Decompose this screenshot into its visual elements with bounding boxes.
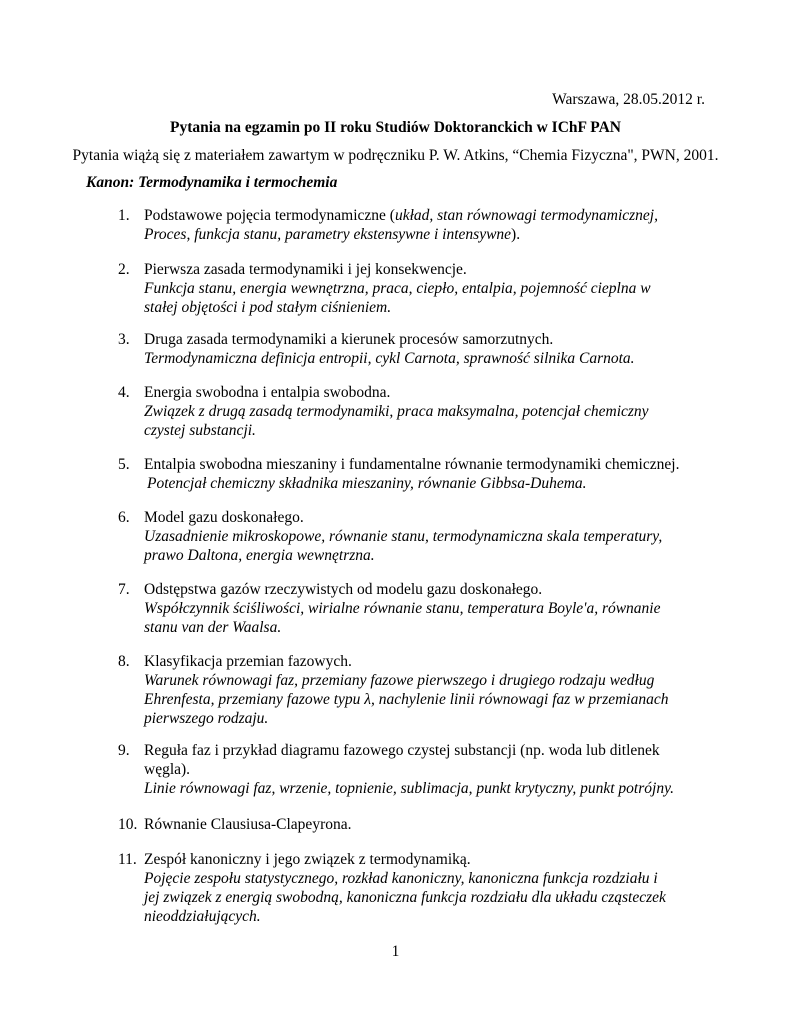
document-title: Pytania na egzamin po II roku Studiów Doktoranckich w IChF PAN xyxy=(170,119,621,136)
item-title-italic: układ, stan równowagi termodynamicznej, Proces, funkcja stanu, parametry ekstensywne i intensywne xyxy=(144,207,658,243)
list-item xyxy=(118,741,698,798)
page-number: 1 xyxy=(391,943,400,960)
item-detail: Warunek równowagi faz, przemiany fazowe pierwszego i drugiego rodzaju według Ehrenfesta, przemiany fazowe typu λ, nachylenie linii równowagi faz w przemianach pierwszego rodzaju. xyxy=(144,672,669,727)
item-number: 5. xyxy=(118,456,130,473)
item-number: 2. xyxy=(118,261,130,278)
item-title-text: Podstawowe pojęcia termodynamiczne ( xyxy=(144,207,395,224)
item-number: 1. xyxy=(118,207,130,224)
item-title: Odstępstwa gazów rzeczywistych od modelu gazu doskonałego. xyxy=(144,581,543,598)
item-number: 9. xyxy=(118,742,130,759)
list-item xyxy=(118,508,698,565)
item-title: Klasyfikacja przemian fazowych. xyxy=(144,653,352,670)
item-title: Pierwsza zasada termodynamiki i jej konsekwencje. xyxy=(144,261,467,278)
item-detail: Uzasadnienie mikroskopowe, równanie stanu, termodynamiczna skala temperatury, prawo Daltona, energia wewnętrzna. xyxy=(144,528,663,564)
item-number: 4. xyxy=(118,384,130,401)
item-title: Reguła faz i przykład diagramu fazowego czystej substancji (np. woda lub ditlenek węgla). xyxy=(144,742,660,778)
list-item xyxy=(118,330,698,368)
item-number: 8. xyxy=(118,653,130,670)
list-item xyxy=(118,815,698,834)
list-item xyxy=(118,260,698,317)
item-detail: Potencjał chemiczny składnika mieszaniny, równanie Gibbsa-Duhema. xyxy=(147,475,587,492)
item-title: Entalpia swobodna mieszaniny i fundamentalne równanie termodynamiki chemicznej. xyxy=(144,456,680,473)
canon-heading: Kanon: Termodynamika i termochemia xyxy=(86,174,338,191)
list-item xyxy=(118,206,698,244)
item-number: 10. xyxy=(118,816,138,833)
item-title: Równanie Clausiusa-Clapeyrona. xyxy=(144,816,352,833)
item-title: Druga zasada termodynamiki a kierunek procesów samorzutnych. xyxy=(144,331,554,348)
item-number: 7. xyxy=(118,581,130,598)
list-item xyxy=(118,383,698,440)
item-detail: Związek z drugą zasadą termodynamiki, praca maksymalna, potencjał chemiczny czystej substancji. xyxy=(144,403,649,439)
item-number: 3. xyxy=(118,331,130,348)
item-title: Model gazu doskonałego. xyxy=(144,509,304,526)
item-title: Energia swobodna i entalpia swobodna. xyxy=(144,384,391,401)
item-detail: Funkcja stanu, energia wewnętrzna, praca, ciepło, entalpia, pojemność cieplna w stałej objętości i pod stałym ciśnieniem. xyxy=(144,280,651,316)
item-title: Zespół kanoniczny i jego związek z termodynamiką. xyxy=(144,851,471,868)
list-item xyxy=(118,850,698,926)
date-line: Warszawa, 28.05.2012 r. xyxy=(552,91,705,108)
list-item xyxy=(118,652,698,728)
item-detail: Współczynnik ściśliwości, wirialne równanie stanu, temperatura Boyle'a, równanie stanu van der Waalsa. xyxy=(144,600,661,636)
item-number: 11. xyxy=(118,851,137,868)
list-item xyxy=(118,580,698,637)
item-detail: Termodynamiczna definicja entropii, cykl Carnota, sprawność silnika Carnota. xyxy=(144,350,635,367)
item-title xyxy=(118,206,684,244)
item-detail: Linie równowagi faz, wrzenie, topnienie, sublimacja, punkt krytyczny, punkt potrójny. xyxy=(144,780,674,797)
item-title-end: ). xyxy=(511,226,521,243)
list-item xyxy=(118,455,698,493)
reference-line: Pytania wiążą się z materiałem zawartym w podręczniku P. W. Atkins, “Chemia Fizyczna", PWN, 2001. xyxy=(72,147,719,164)
item-detail: Pojęcie zespołu statystycznego, rozkład kanoniczny, kanoniczna funkcja rozdziału i jej związek z energią swobodną, kanoniczna funkcja rozdziału dla układu cząsteczek nieoddziałujących. xyxy=(144,870,666,925)
item-number: 6. xyxy=(118,509,130,526)
